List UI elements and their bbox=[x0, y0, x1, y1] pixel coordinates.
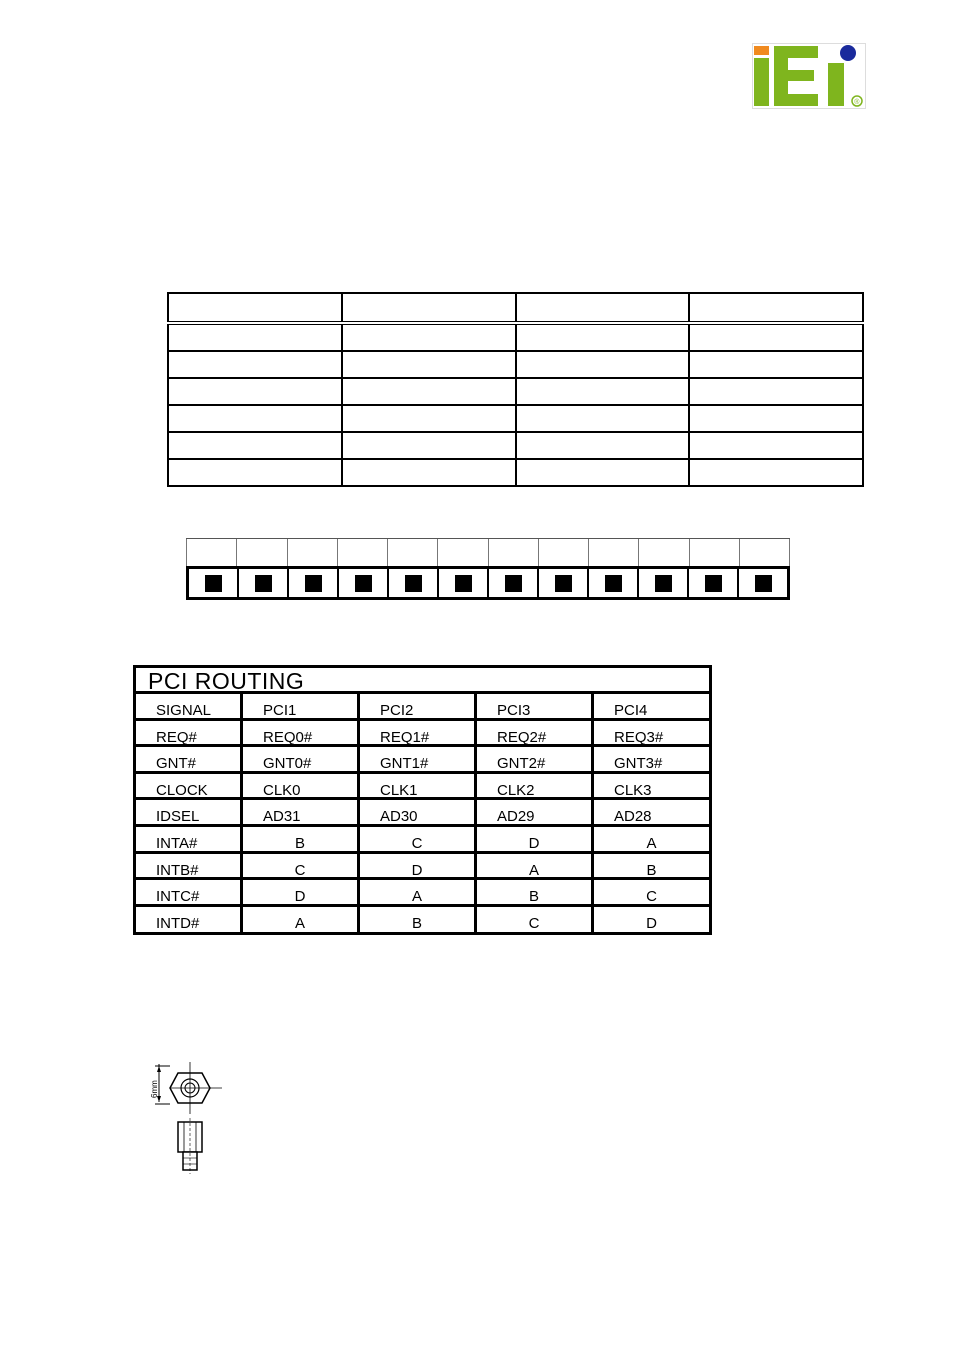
spec-table bbox=[167, 292, 864, 487]
pci-cell: AD30 bbox=[360, 800, 477, 827]
spec-table-row bbox=[168, 405, 863, 432]
pci-cell: A bbox=[594, 827, 709, 854]
pci-cell: PCI1 bbox=[243, 694, 360, 721]
pin-square bbox=[705, 575, 722, 592]
pin-label-cell bbox=[337, 539, 387, 566]
trademark-symbol: ® bbox=[854, 99, 860, 106]
pin-square bbox=[205, 575, 222, 592]
pin-square bbox=[405, 575, 422, 592]
pci-row-label: SIGNAL bbox=[136, 694, 243, 721]
spec-table-row bbox=[168, 323, 863, 351]
pci-row-label: GNT# bbox=[136, 747, 243, 774]
pin bbox=[289, 569, 339, 597]
pci-cell: CLK3 bbox=[594, 774, 709, 801]
pin bbox=[239, 569, 289, 597]
pin-square bbox=[555, 575, 572, 592]
pin-square bbox=[505, 575, 522, 592]
pci-cell: CLK2 bbox=[477, 774, 594, 801]
pin bbox=[439, 569, 489, 597]
pin bbox=[489, 569, 539, 597]
pci-cell: PCI2 bbox=[360, 694, 477, 721]
pin-label-cell bbox=[186, 539, 236, 566]
pci-cell: C bbox=[594, 880, 709, 907]
pci-cell: GNT1# bbox=[360, 747, 477, 774]
pci-cell: REQ2# bbox=[477, 721, 594, 748]
pci-row-label: INTD# bbox=[136, 907, 243, 934]
pin-label-cell bbox=[739, 539, 790, 566]
iei-logo bbox=[752, 43, 866, 109]
pci-cell: A bbox=[243, 907, 360, 934]
pin-label-cell bbox=[387, 539, 437, 566]
pci-cell: B bbox=[243, 827, 360, 854]
pci-routing-grid bbox=[136, 694, 709, 933]
pin-label-cell bbox=[638, 539, 688, 566]
spec-table-header-row bbox=[168, 293, 863, 323]
pci-cell: B bbox=[477, 880, 594, 907]
pin-label-cell bbox=[588, 539, 638, 566]
pci-cell: D bbox=[477, 827, 594, 854]
pin-label-cell bbox=[538, 539, 588, 566]
pin bbox=[389, 569, 439, 597]
pin-square bbox=[355, 575, 372, 592]
pin-square bbox=[605, 575, 622, 592]
pin bbox=[589, 569, 639, 597]
spec-table-row bbox=[168, 459, 863, 486]
pci-cell: GNT0# bbox=[243, 747, 360, 774]
pci-cell: GNT2# bbox=[477, 747, 594, 774]
pci-cell: C bbox=[360, 827, 477, 854]
standoff-drawing bbox=[140, 1052, 230, 1177]
pci-cell: REQ1# bbox=[360, 721, 477, 748]
pin-row bbox=[186, 566, 790, 600]
pci-row-label: INTA# bbox=[136, 827, 243, 854]
pin-square bbox=[255, 575, 272, 592]
pci-cell: GNT3# bbox=[594, 747, 709, 774]
pci-cell: B bbox=[594, 854, 709, 881]
pci-cell: AD28 bbox=[594, 800, 709, 827]
pci-cell: C bbox=[243, 854, 360, 881]
pin-label-cell bbox=[689, 539, 739, 566]
pci-routing-table bbox=[133, 665, 712, 935]
pci-row-label: REQ# bbox=[136, 721, 243, 748]
pin bbox=[639, 569, 689, 597]
spec-table-row bbox=[168, 378, 863, 405]
pci-cell: C bbox=[477, 907, 594, 934]
pci-cell: B bbox=[360, 907, 477, 934]
pci-cell: A bbox=[477, 854, 594, 881]
pci-row-label: IDSEL bbox=[136, 800, 243, 827]
pci-routing-title: PCI ROUTING bbox=[136, 668, 709, 694]
pin bbox=[739, 569, 787, 597]
pin-label-row bbox=[186, 538, 790, 566]
pin-square bbox=[655, 575, 672, 592]
pin bbox=[189, 569, 239, 597]
pin-square bbox=[755, 575, 772, 592]
pci-row-label: INTC# bbox=[136, 880, 243, 907]
pin-label-cell bbox=[236, 539, 286, 566]
pci-cell: AD31 bbox=[243, 800, 360, 827]
pci-cell: CLK1 bbox=[360, 774, 477, 801]
pci-cell: A bbox=[360, 880, 477, 907]
pci-cell: D bbox=[646, 914, 657, 932]
pin bbox=[689, 569, 739, 597]
dimension-label: 6mm bbox=[150, 1080, 159, 1098]
pci-row-label: CLOCK bbox=[136, 774, 243, 801]
pin-header-diagram bbox=[186, 538, 790, 600]
pci-cell: D bbox=[360, 854, 477, 881]
pci-cell: D bbox=[243, 880, 360, 907]
pci-cell: PCI3 bbox=[477, 694, 594, 721]
pin-square bbox=[305, 575, 322, 592]
pci-cell: AD29 bbox=[477, 800, 594, 827]
pin-label-cell bbox=[437, 539, 487, 566]
spec-table-row bbox=[168, 351, 863, 378]
pci-cell: CLK0 bbox=[243, 774, 360, 801]
pin-square bbox=[455, 575, 472, 592]
spec-table-row bbox=[168, 432, 863, 459]
pci-cell: REQ0# bbox=[243, 721, 360, 748]
pci-cell: REQ3# bbox=[594, 721, 709, 748]
pin-label-cell bbox=[488, 539, 538, 566]
pin bbox=[539, 569, 589, 597]
pci-row-label: INTB# bbox=[136, 854, 243, 881]
pci-cell: PCI4 bbox=[594, 694, 709, 721]
pin-label-cell bbox=[287, 539, 337, 566]
pin bbox=[339, 569, 389, 597]
